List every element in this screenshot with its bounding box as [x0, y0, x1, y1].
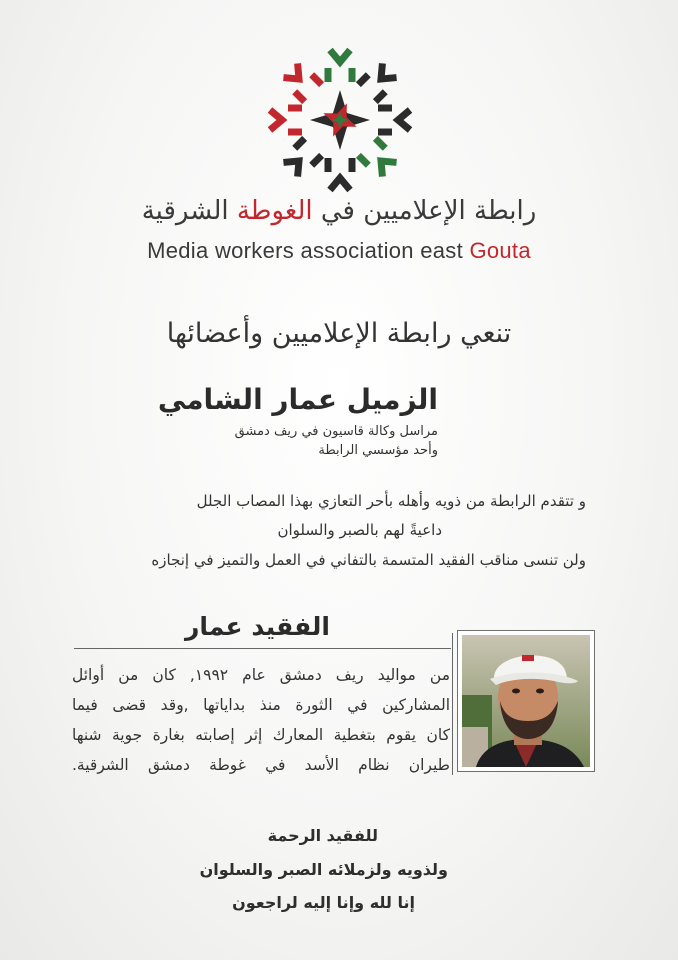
org-name-en-part1: Media workers association east [147, 238, 464, 263]
condolence-line-3: ولن تنسى مناقب الفقيد المتسمة بالتفاني في العمل والتميز في إنجازه [151, 551, 586, 569]
portrait-image [462, 635, 590, 767]
bio-line-3: كان يقوم بتغطية المعارك إثر إصابته بغارة جوية شنها [72, 726, 450, 744]
organization-name-english [0, 238, 678, 264]
announcement-headline: تنعي رابطة الإعلاميين وأعضائها [166, 318, 512, 349]
bio-line-1: من مواليد ريف دمشق عام ١٩٩٢, كان من أوائل [72, 666, 450, 684]
organization-name-arabic [0, 196, 678, 226]
organization-logo [262, 42, 418, 198]
deceased-biography [72, 660, 450, 780]
deceased-photo [457, 630, 595, 772]
condolence-line-1: و تتقدم الرابطة من ذويه وأهله بأحر التعازي بهذا المصاب الجلل [196, 492, 586, 510]
org-name-ar-highlight: الغوطة [236, 196, 313, 226]
closing-line-3: إنا لله وإنا إليه لراجعون [232, 893, 415, 912]
closing-line-2: ولذويه ولزملائه الصبر والسلوان [199, 860, 448, 879]
role-line-1: مراسل وكالة قاسيون في ريف دمشق [234, 424, 438, 439]
org-name-ar-part1: رابطة الإعلاميين في [320, 196, 537, 226]
closing-line-1: للفقيد الرحمة [267, 826, 378, 845]
role-line-2: وأحد مؤسسي الرابطة [318, 443, 438, 458]
bio-line-4: طيران نظام الأسد في غوطة دمشق الشرقية. [72, 756, 450, 774]
colleague-name: الزميل عمار الشامي [157, 383, 438, 416]
bio-top-divider [74, 648, 451, 649]
media-workers-star-logo-icon [262, 42, 418, 198]
condolence-line-2: داعيةً لهم بالصبر والسلوان [277, 521, 442, 539]
org-name-en-highlight: Gouta [469, 238, 531, 263]
deceased-title: الفقيد عمار [185, 612, 330, 641]
bio-vertical-divider [452, 633, 453, 775]
bio-line-2: المشاركين في الثورة منذ بداياتها ,وقد قضى فيما [72, 696, 450, 714]
org-name-ar-part2: الشرقية [141, 196, 229, 226]
